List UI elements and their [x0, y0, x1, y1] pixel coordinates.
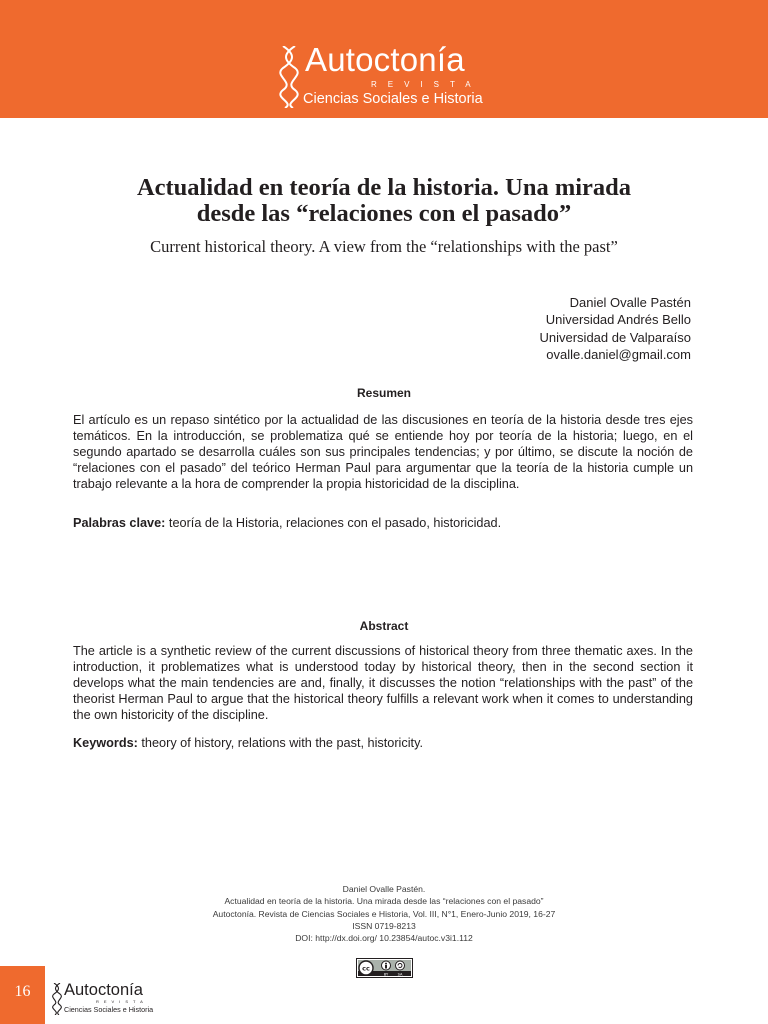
journal-revista: REVISTA — [371, 80, 482, 89]
journal-brand: Autoctonía — [305, 41, 465, 78]
author-email[interactable]: ovalle.daniel@gmail.com — [546, 346, 691, 362]
footer-logo — [52, 981, 162, 1021]
cc-text: cc — [362, 964, 370, 973]
article-title — [60, 175, 708, 227]
journal-logo — [279, 42, 499, 110]
abstract-body: The article is a synthetic review of the current discussions of historical theory from three thematic axes. In the introduction, it problematizes what is understood today by historical theory, then in the second section it develops what the main tendencies are and, finally, it discusses the notion “relationships with the past” of the theorist Herman Paul to argue that the historical theory fulfills a relevant work when it comes to understanding the own historicity of the discipline. — [73, 644, 693, 723]
citation-journal: Autoctonía. Revista de Ciencias Sociales e Historia, Vol. III, N°1, Enero-Junio 2019, 16-27 — [212, 908, 556, 919]
resumen-keywords — [73, 515, 693, 531]
journal-subtitle: Ciencias Sociales e Historia — [303, 91, 483, 107]
page-number: 16 — [0, 966, 45, 1024]
citation-title: Actualidad en teoría de la historia. Una mirada desde las “relaciones con el pasado” — [224, 896, 544, 907]
dna-helix-icon — [279, 46, 299, 108]
citation-issn: ISSN 0719-8213 — [352, 920, 416, 931]
abstract-keywords-label: Keywords: — [73, 736, 138, 750]
footer-subtitle: Ciencias Sociales e Historia — [64, 1005, 154, 1014]
cc-by-sa-license-badge[interactable] — [356, 958, 413, 978]
resumen-keywords-text: teoría de la Historia, relaciones con el pasado, historicidad. — [165, 516, 502, 530]
author-affiliation-2: Universidad de Valparaíso — [539, 329, 691, 345]
article-title-line-1: Actualidad en teoría de la historia. Una mirada — [136, 174, 632, 201]
article-title-line-2: desde las “relaciones con el pasado” — [196, 200, 572, 227]
citation-author: Daniel Ovalle Pastén. — [342, 884, 426, 894]
share-alike-icon — [396, 961, 405, 970]
resumen-body: El artículo es un repaso sintético por la actualidad de las discusiones en teoría de la historia desde tres ejes temáticos. En la introducción, se problematiza qué se entiende hoy por teoría de la historia; luego, en el segundo apartado se desarrolla cuáles son sus principales tendencias; y por último, se discute la noción de “relaciones con el pasado” del teórico Herman Paul para argumentar que la teoría de la historia cumple un trabajo relevante a la hora de comprender la propia historicidad de la disciplina. — [73, 413, 693, 492]
abstract-keywords — [73, 735, 693, 751]
by-text: BY — [383, 972, 389, 977]
footer-dna-helix-icon — [52, 983, 62, 1015]
abstract-heading: Abstract — [359, 619, 409, 633]
author-name: Daniel Ovalle Pastén — [569, 295, 691, 310]
sa-text: SA — [397, 972, 403, 977]
footer-revista: REVISTA — [96, 999, 148, 1004]
abstract-keywords-text: theory of history, relations with the past, historicity. — [137, 736, 423, 750]
author-affiliation-1: Universidad Andrés Bello — [545, 312, 691, 328]
author-block — [539, 294, 691, 363]
header-band — [0, 0, 768, 118]
citation-block — [0, 883, 768, 944]
resumen-keywords-label: Palabras clave: — [73, 516, 166, 530]
article-title-english: Current historical theory. A view from the “relationships with the past” — [150, 237, 618, 256]
citation-doi[interactable]: DOI: http://dx.doi.org/ 10.23854/autoc.v3i1.112 — [295, 933, 473, 944]
footer-brand: Autoctonía — [64, 981, 143, 999]
resumen-heading: Resumen — [356, 386, 412, 400]
